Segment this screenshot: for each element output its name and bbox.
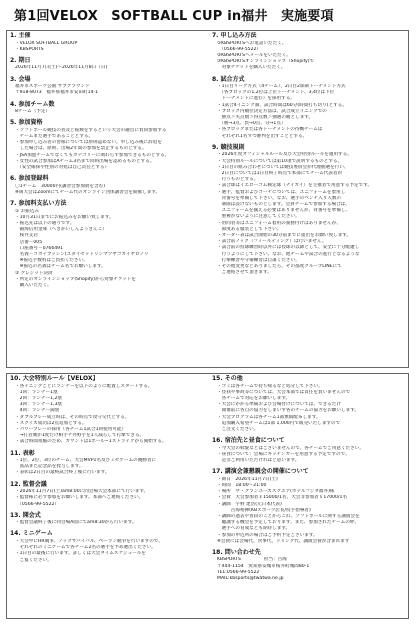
section	[10, 481, 206, 508]
section-line: （0566-99-5522）	[217, 46, 262, 52]
section	[212, 32, 406, 72]
section-line: ・講師 宇野 達浩(元日本代表)	[217, 501, 282, 507]
section-line: ・会費 大会参加者￥15000/1名、大会非参加者￥17000/1名	[217, 495, 348, 501]
section-line: 是非ご利用いただければと思います。	[217, 458, 300, 464]
section-line: ・怪我や事故等については、大会本部では責任を負いませんので	[217, 389, 351, 395]
section	[10, 175, 206, 196]
section-line: それぞれのミニゲームで各チーム2名の選手を予め選出ください。	[15, 545, 156, 551]
section-line: ・その他変更などありましたら、その都度グループLINEにて	[217, 264, 342, 269]
section-line: ・スクイズ成功は2点追加とする。	[15, 420, 87, 426]
page-title: 第1回VELOX SOFTBALL CUP in福井 実施要項	[14, 9, 334, 24]
section-line: 制限は設けないものとします。会員チームで参加する場合は、	[217, 201, 350, 207]
section-line: 口座番号－0766491	[15, 245, 64, 251]
section-line: ・振込先は以下の通りです。	[15, 220, 75, 226]
section-line: 購入いただく。	[15, 282, 52, 288]
section-line: ・監督会議終了後に同会場A面にてam8:30から行います。	[15, 520, 137, 526]
section-line: 桜井支店	[15, 233, 38, 239]
section-line: ・オーダー表は試合開始の30分前までに提出をお願い致します。	[217, 232, 352, 238]
section-heading: 10. 大会特別ルール【VELOX】	[10, 375, 99, 382]
section-heading: 15. その他	[212, 375, 243, 382]
section-line: ③KBSPORTSオンラインショップ（Shopify)で	[217, 59, 315, 65]
section-line: ・大会にかかる準備および会場付けについては、できるだけ	[217, 402, 341, 408]
section-line: ・パワープレーの採用（各チーム1試合1回使用可能）	[15, 426, 127, 432]
section-heading: 12. 監督会議	[10, 480, 47, 488]
section-line: ・2026年11月7日(土)am8:00に同会場大会本部にて行います。	[15, 489, 149, 495]
section-line: →打者側が1度だけ相手チ外野手を1人減らして打撃できる。	[15, 433, 145, 439]
section	[10, 76, 206, 97]
section-line: 〒444-1154 愛知県安城市桜井町城間80-1	[217, 563, 310, 569]
section-line: ・帯同者等はユニフォーム着用の義務付けはありませんが、	[217, 220, 341, 226]
section-line: 賞品また記念品を授与します。	[15, 464, 84, 470]
section-line: TEL:0566-99-5522	[217, 569, 260, 575]
section	[212, 76, 406, 140]
section-line: KBSPORTS 担当：古海	[217, 557, 287, 563]
section-line: ・1試合4イニング制、試合時間は60分(時間打ち切り)とする。	[217, 102, 347, 108]
section-line: 古海裕揮(KBスポーツ店長/投手指導者)	[217, 507, 311, 513]
section-line: ※振込手数料はご負担ください。	[15, 258, 88, 264]
section-line: 聴講する機会を予定しております。また、参加されたチームの絆、	[217, 520, 360, 526]
section	[10, 512, 206, 527]
section-heading: 7. 申し込み方法	[212, 32, 257, 39]
section-line: ① お振込み	[15, 208, 39, 214]
section-line: （勝→3点、負→0点、分→1点）	[217, 121, 286, 127]
section-heading: 18. 問い合わせ先	[212, 548, 261, 556]
section	[212, 144, 406, 277]
section-line: （各ブロックの1,2位は上位トーナメント、3,4位は下位	[217, 90, 335, 96]
section-line: ・時間 18:00〜21:00	[217, 482, 267, 488]
section-heading: 2. 期日	[10, 56, 31, 64]
section-heading: 4. 参加チーム数	[10, 100, 55, 108]
section-line: ・10月31日までにお振込みをお願い致します。	[15, 214, 114, 220]
section-line: 対象チケットを購入いただく。	[217, 65, 286, 71]
section-line: ・昼食について：会場にキッチンカーを用意する予定ですので、	[217, 451, 350, 457]
section-line: ・試合前ノック（フィールディング）は行いません。	[217, 239, 327, 245]
section	[212, 468, 406, 545]
section	[212, 375, 406, 433]
section-line: ・参加申し込み者の皆様については原則認めない。申し込み後に辞退を	[15, 140, 162, 146]
section-line: ・大会プログラムは各チーム1部無償配布します。	[217, 414, 321, 420]
section-line: ・1日目リーグ方式（4チーム）、2日目2部制トーナメント方式	[217, 84, 346, 90]
section	[10, 375, 206, 446]
section-line: ・各イニングごとにランナーを以下のように配置しスタートする。	[15, 383, 153, 389]
section-line: 名義－コカイブッシン(ユダイセットリシマツヤコカイヤロノリ	[15, 251, 149, 257]
section-line: 勝点＞失点数＞得点数＞抽選の順とします。	[217, 115, 314, 121]
section-line: 2日目については1日目終了時点で本部にてチーム代表者が	[217, 170, 343, 176]
section-line: チームまた選手であることとする。	[15, 133, 94, 139]
section-heading: 13. 開会式	[10, 511, 41, 519]
section-line: ・監督様に必ず参加をお願いします。本部へご連絡ください。	[15, 495, 144, 501]
section-line: ②KBSPORTSへメールをいただく。	[217, 52, 291, 58]
section	[10, 119, 206, 171]
section-line: ・JSA加盟チームでなくてもカテゴリーに関わらず参加できるものとする。	[15, 152, 170, 158]
section	[212, 549, 406, 582]
section-heading: 7. 参加料支払い方法	[10, 200, 67, 208]
section-line: ご覧ください。	[15, 557, 52, 563]
section-line: 各チームで対応をお願いします。	[217, 395, 291, 401]
section	[10, 32, 206, 53]
section-heading: 16. 宿泊先と昼食について	[212, 437, 285, 445]
section-line: ・参加の申込所の場合はご予約予定ございます。	[217, 532, 318, 538]
section-line: 〒918-8073 福井県福井市安田町14-1	[15, 90, 99, 96]
section-heading: 1. 主催	[10, 32, 31, 39]
section-line: 開催前に各自の協力をしまいす各のチームの協力をお願いします。	[217, 408, 360, 414]
section-line: （安全確保や性別の対処は自己責任とする）	[15, 164, 110, 170]
section-line: ・各ブロックまたは各トーナメントの待機チームは	[217, 127, 323, 133]
section-line: ・期日 2026年11月7日(土)	[217, 476, 278, 482]
section-line: ・ブロック内順位決定方法は、試合成立イニングでの	[217, 108, 327, 114]
section-line: 〇1チーム 30000円(講習会参加費を含む)	[15, 183, 106, 189]
section-line: ・選手、監督およびコーチについては、ユニフォームを着用し	[217, 189, 346, 195]
section-line: ・VELOX SOFTBALL GROUP	[15, 40, 78, 46]
section-heading: 8. 試合方式	[212, 75, 245, 83]
bottom-right-column	[212, 375, 406, 617]
section-line: ・大会中にHR競争、ノックサバイバル、ベーラン競争を行いますので、	[15, 538, 163, 544]
section-line: 重複がないように注意してください。	[217, 214, 300, 220]
bottom-left-column	[10, 375, 206, 617]
section-line: ・1日目の組み合わせについては競技委員会が代理抽選を行い、	[217, 164, 349, 170]
top-right-column	[212, 32, 406, 366]
section-heading: 14. ミニゲーム	[10, 530, 53, 538]
section-line: ご連絡させて頂きます。	[217, 270, 272, 276]
section-line: 店番－005	[15, 239, 43, 245]
section-line: ・ダブルプレー成立時は、その時点で攻守交代とする。	[15, 414, 130, 420]
section-heading: 5. 参加資格	[10, 119, 43, 127]
section-line: ・大会特別ルールについては第10項で説明するものとする。	[217, 158, 343, 164]
section-line: 追加購入希望チームは1部 1,000円で販売いたしますので	[217, 420, 341, 426]
section-line: 福井市スポーツ公園 サブグラウンド	[15, 84, 90, 90]
section-line: ② クレジット決済	[15, 270, 53, 276]
section-line: 4回：ランナー満塁	[15, 408, 60, 414]
section-line: 3回：ランナー1,3塁	[15, 402, 62, 408]
section-line: ユニフォームを揃える必要はありませんが、背番号を準備し、	[217, 208, 350, 214]
section-line: 選手への育成なども期待します。	[217, 526, 291, 532]
section-heading: 3. 会場	[10, 75, 31, 83]
section-line: 8チーム（予定）	[15, 109, 51, 115]
section-line: ・KBSPORTS	[15, 46, 44, 52]
section-line: 背番号を準備して下さい。なお、選手のベンチ入り人数の	[217, 195, 342, 201]
section-line: ・今大会の斡旋などはございませんので、各チームでご用意ください。	[217, 445, 364, 451]
section-line: ※両大会はZoomにてチーム代のオンライン団体講習会を開催します。	[15, 189, 161, 195]
section-line: 2026年11月7日(土)〜2026年11月8日（日)	[15, 65, 108, 71]
section-line: ①KBSPORTSへお電話いただく。	[217, 40, 287, 46]
section	[10, 530, 206, 563]
section-line: ※会費には会場代、食事代、ドリンク代、講演会費が含まれます	[217, 538, 350, 544]
section-line: （0566-99-5522）	[15, 501, 60, 507]
section-line: ・ゴミは各チームで持ち帰るなど処分して下さい。	[217, 383, 323, 389]
section-heading: 6. 参加登録料	[10, 175, 49, 183]
section-line: 2回：ランナー1,2塁	[15, 395, 62, 401]
section-line: ※振込の名義はチーム名でお願いします。	[15, 264, 106, 270]
section-line: 行うものとする。	[217, 177, 259, 183]
section	[10, 450, 206, 477]
section-line: ・講師の過去や普段のことからこれ、ソフトボールに関する講演会を	[217, 513, 360, 519]
section-line: ・試合前の投球練習時以外には投球の以降として、安全に十分配慮し	[217, 245, 360, 251]
section-heading: 17. 講演会兼懇親会の開催について	[212, 468, 309, 476]
section-line: 1回：ランナー1塁	[15, 389, 58, 395]
section-line: ・場所 ザ・グランユーズスクエア(ホテルフジタ福井)様	[217, 489, 335, 495]
top-left-column	[10, 32, 206, 366]
section-line: 節度ある服装として下さい。	[217, 226, 282, 232]
section-line: ・1位、2位、3位のチーム、大会MVP1名及びミゼゲームの優勝者に	[15, 458, 157, 464]
section-line: した場合は、原則、出場2年間の参加を禁止するものとする。	[15, 146, 147, 152]
section-line: トーナメントに進む）を採用する。	[217, 96, 295, 102]
section	[10, 200, 206, 289]
section	[10, 101, 206, 116]
section-heading: 9. 競技規則	[212, 143, 245, 151]
section-line: 銀海信用金庫（へきかいしんようきんこ）	[15, 227, 107, 233]
section-line: ・試合時間短縮のため、カウントは1ボール−1ストライクから開始する。	[15, 439, 167, 445]
section-line: ・女性の試合参加はAチーム3名まで同時出場を認めるものとする。	[15, 158, 155, 164]
section-line: ・試合球はイエローゴム検定球（ナイガイ）を主催者で用意する予定です。	[217, 183, 373, 189]
section	[10, 57, 206, 72]
section-line: MAIL:kbsports@twatwa.ne.jp	[217, 576, 284, 582]
section-line: ・1日目の最後に行います。詳しくは大会タイムスケジュールを	[15, 551, 146, 557]
section-line: それぞれ1名ずつ審判を出すこととする。	[217, 133, 308, 139]
section-line: ・表彰は2日目の最終試合終了後に行います。	[15, 470, 110, 476]
section-line: 打撃練習や守備練習は自粛ください。	[217, 257, 300, 263]
section-line: ・所定のオンラインショップ(Shopify)から対象チケットを	[15, 276, 136, 282]
section	[212, 437, 406, 464]
section-heading: 11. 表彰	[10, 449, 35, 457]
section-line: ・2026年度オフィシャルルール及び大会特別ルールを適用する。	[217, 152, 352, 158]
section-line: ご注文ください。	[217, 426, 259, 432]
section-line: ・ソフトボール競技の普及と振興をするという大会の趣旨に賛同参加する	[15, 127, 167, 133]
section-line: 行うようにして下さい。なお、他チームや試合の進行となるような	[217, 251, 360, 257]
